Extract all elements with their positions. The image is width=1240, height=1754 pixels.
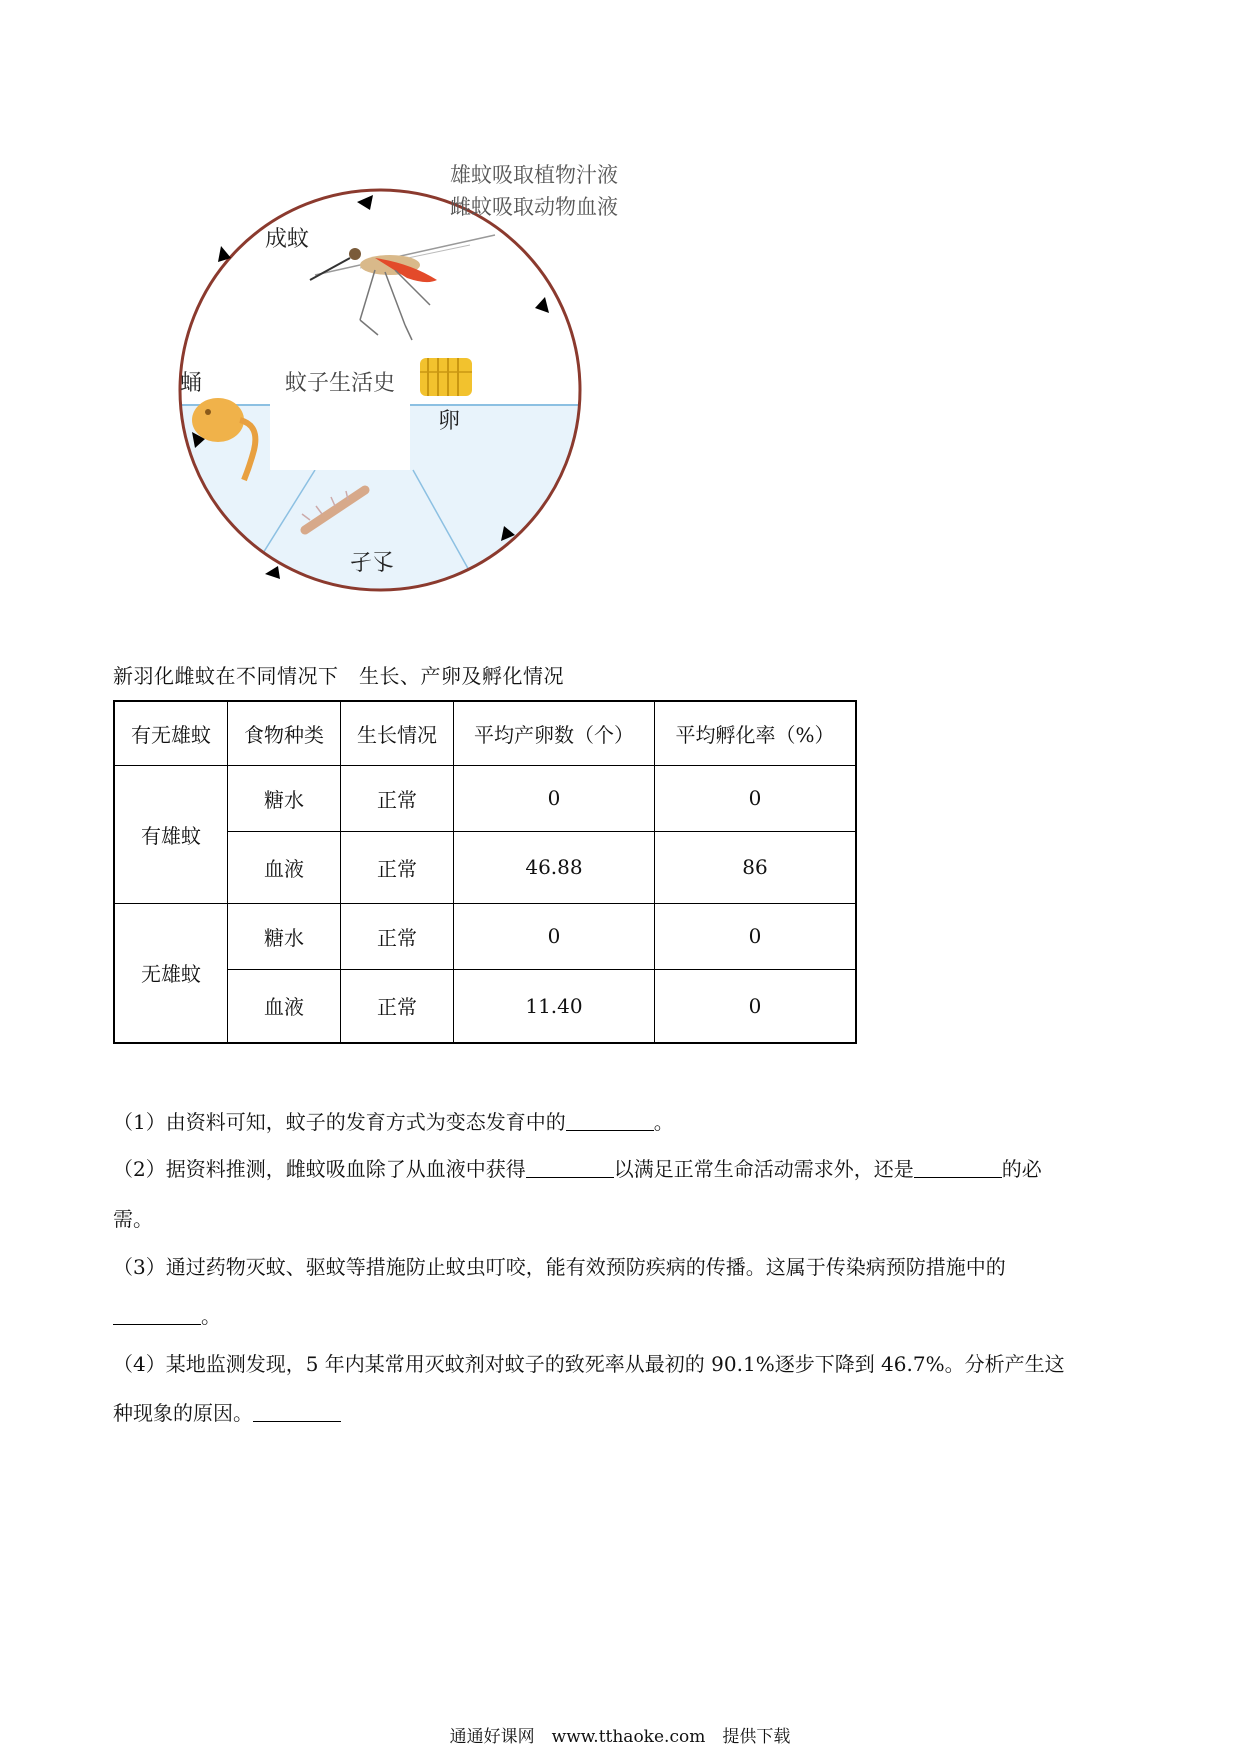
label-adult: 成蚊 xyxy=(265,227,310,252)
question-3: （3）通过药物灭蚊、驱蚊等措施防止蚊虫叮咬，能有效预防疾病的传播。这属于传染病预防措施中的 xyxy=(113,1255,1006,1279)
question-4: （4）某地监测发现，5 年内某常用灭蚊剂对蚊子的致死率从最初的 90.1%逐步下降到 46.7%。分析产生这 xyxy=(113,1352,1065,1376)
eggs-cell: 46.88 xyxy=(454,831,655,903)
hatch-cell: 0 xyxy=(655,903,857,969)
answer-blank[interactable] xyxy=(914,1157,1002,1178)
q1-end: 。 xyxy=(653,1110,674,1134)
eggs-cell: 0 xyxy=(454,765,655,831)
table-row xyxy=(114,903,856,969)
growth-cell: 正常 xyxy=(341,831,454,903)
question-2-line2: 需。 xyxy=(113,1207,153,1231)
hatch-cell: 86 xyxy=(655,831,857,903)
arrow-upper-right xyxy=(535,297,549,313)
food-cell: 糖水 xyxy=(228,903,341,969)
header-growth: 生长情况 xyxy=(341,701,454,765)
food-cell: 血液 xyxy=(228,831,341,903)
group-cell: 有雄蚊 xyxy=(114,765,228,903)
q1-text: （1）由资料可知，蚊子的发育方式为变态发育中的 xyxy=(113,1110,566,1134)
question-1 xyxy=(113,1108,674,1136)
header-food-type: 食物种类 xyxy=(228,701,341,765)
label-pupa: 蛹 xyxy=(180,371,203,396)
q4-text: 种现象的原因。 xyxy=(113,1401,253,1425)
data-table xyxy=(113,700,857,1044)
label-egg: 卵 xyxy=(438,409,461,434)
page-footer: 通通好课网 www.tthaoke.com 提供下载 xyxy=(449,1727,791,1747)
answer-blank[interactable] xyxy=(113,1304,201,1325)
adult-mosquito-icon xyxy=(310,235,495,340)
label-larva: 孑孓 xyxy=(350,551,395,576)
header-male-presence: 有无雄蚊 xyxy=(114,701,228,765)
eggs-cell: 11.40 xyxy=(454,969,655,1043)
arrow-top xyxy=(357,195,373,210)
eggs-cell: 0 xyxy=(454,903,655,969)
food-cell: 糖水 xyxy=(228,765,341,831)
q3-end: 。 xyxy=(201,1304,221,1328)
q2-text-b: 以满足正常生命活动需求外，还是 xyxy=(613,1157,914,1181)
table-caption: 新羽化雌蚊在不同情况下 生长、产卵及孵化情况 xyxy=(113,664,564,688)
answer-blank[interactable] xyxy=(526,1157,614,1178)
center-label: 蚊子生活史 xyxy=(284,371,396,396)
food-cell: 血液 xyxy=(228,969,341,1043)
center-label-box xyxy=(270,350,410,470)
answer-blank[interactable] xyxy=(566,1110,654,1131)
table-row xyxy=(114,765,856,831)
group-cell: 无雄蚊 xyxy=(114,903,228,1043)
arrow-bottom xyxy=(265,566,280,579)
q2-text-c: 的必 xyxy=(1001,1157,1042,1181)
hatch-cell: 0 xyxy=(655,969,857,1043)
question-2 xyxy=(113,1155,1042,1183)
note-female: 雌蚊吸取动物血液 xyxy=(450,195,618,219)
growth-cell: 正常 xyxy=(341,765,454,831)
growth-cell: 正常 xyxy=(341,903,454,969)
mosquito-life-cycle-diagram xyxy=(150,150,710,630)
egg-raft-icon xyxy=(420,358,472,396)
question-4-line2 xyxy=(113,1399,341,1427)
answer-blank[interactable] xyxy=(253,1401,341,1422)
growth-cell: 正常 xyxy=(341,969,454,1043)
header-hatch-rate: 平均孵化率（%） xyxy=(655,701,857,765)
note-male: 雄蚊吸取植物汁液 xyxy=(450,163,618,187)
header-avg-eggs: 平均产卵数（个） xyxy=(454,701,655,765)
q2-text-a: （2）据资料推测，雌蚊吸血除了从血液中获得 xyxy=(113,1157,526,1181)
hatch-cell: 0 xyxy=(655,765,857,831)
table-header-row xyxy=(114,701,856,765)
question-3-line2 xyxy=(113,1302,221,1330)
